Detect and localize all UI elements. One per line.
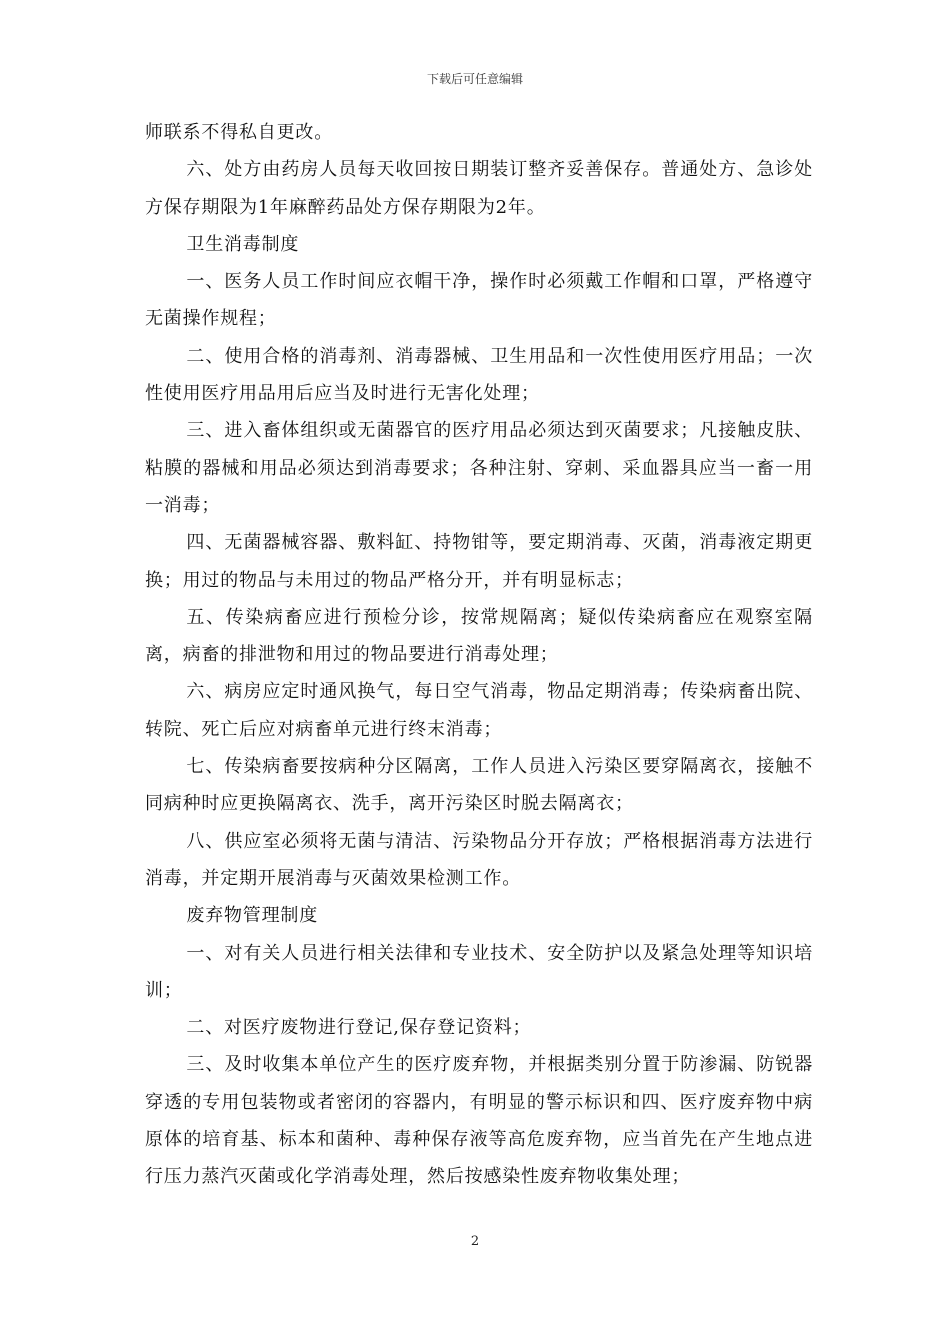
paragraph: 师联系不得私自更改。 <box>145 122 333 143</box>
paragraph: 七、传染病畜要按病种分区隔离，工作人员进入污染区要穿隔离衣，接触不同病种时应更换隔离衣、洗手，离开污染区时脱去隔离衣； <box>145 756 813 815</box>
document-body <box>145 114 813 1196</box>
paragraph: 五、传染病畜应进行预检分诊，按常规隔离；疑似传染病畜应在观察室隔离，病畜的排泄物和用过的物品要进行消毒处理； <box>145 606 813 666</box>
page-header: 下载后可任意编辑 <box>426 72 523 86</box>
paragraph: 六、病房应定时通风换气，每日空气消毒，物品定期消毒；传染病畜出院、转院、死亡后应对病畜单元进行终末消毒； <box>145 681 813 740</box>
paragraph: 废弃物管理制度 <box>186 905 318 927</box>
paragraph: 卫生消毒制度 <box>186 233 300 255</box>
paragraph: 八、供应室必须将无菌与清洁、污染物品分开存放；严格根据消毒方法进行消毒，并定期开展消毒与灭菌效果检测工作。 <box>145 830 813 889</box>
paragraph: 一、医务人员工作时间应衣帽干净，操作时必须戴工作帽和口罩，严格遵守无菌操作规程； <box>145 271 813 330</box>
paragraph: 四、无菌器械容器、敷料缸、持物钳等，要定期消毒、灭菌，消毒液定期更换；用过的物品与未用过的物品严格分开，并有明显标志； <box>145 532 813 591</box>
paragraph: 三、进入畜体组织或无菌器官的医疗用品必须达到灭菌要求；凡接触皮肤、粘膜的器械和用品必须达到消毒要求；各种注射、穿刺、采血器具应当一畜一用一消毒； <box>145 420 813 516</box>
paragraph: 三、及时收集本单位产生的医疗废弃物，并根据类别分置于防渗漏、防锐器穿透的专用包装物或者密闭的容器内，有明显的警示标识和四、医疗废弃物中病原体的培育基、标本和菌种、毒种保存液等高危废弃物，应当首先在产生地点进行压力蒸汽灭菌或化学消毒处理，然后按感染性废弃物收集处理； <box>145 1054 813 1188</box>
paragraph: 一、对有关人员进行相关法律和专业技术、安全防护以及紧急处理等知识培训； <box>145 942 813 1001</box>
paragraph: 二、对医疗废物进行登记,保存登记资料； <box>186 1017 532 1039</box>
page-number: 2 <box>470 1234 480 1249</box>
paragraph: 六、处方由药房人员每天收回按日期装订整齐妥善保存。普通处方、急诊处方保存期限为1年麻醉药品处方保存期限为2年。 <box>145 159 813 218</box>
paragraph: 二、使用合格的消毒剂、消毒器械、卫生用品和一次性使用医疗用品；一次性使用医疗用品用后应当及时进行无害化处理； <box>145 345 813 405</box>
